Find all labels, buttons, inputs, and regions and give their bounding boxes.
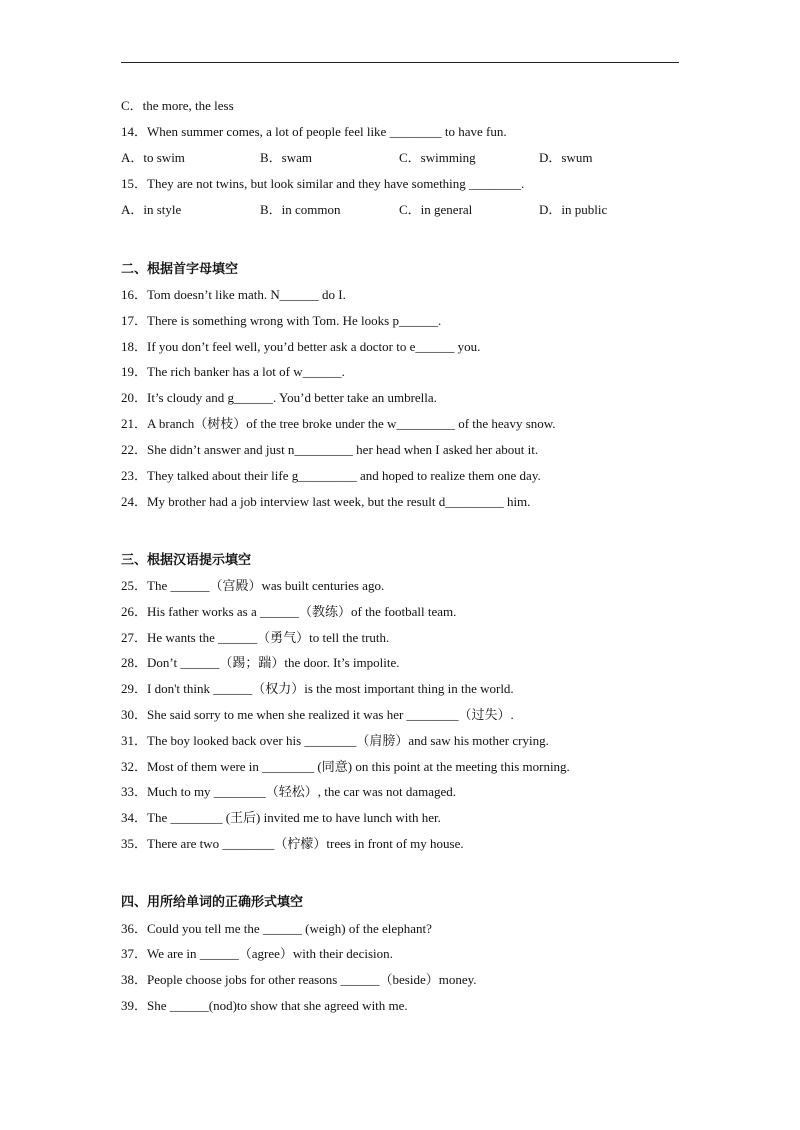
question-20: 20．It’s cloudy and g______. You’d better take an umbrella. (121, 390, 437, 405)
question-31: 31．The boy looked back over his ________（肩膀）and saw his mother crying. (121, 733, 549, 748)
question-22: 22．She didn’t answer and just n_________ her head when I asked her about it. (121, 442, 539, 457)
question-29: 29．I don't think ______（权力）is the most important thing in the world. (121, 681, 514, 696)
question-15-option-d: D．in public (539, 202, 608, 217)
question-25: 25．The ______（宫殿）was built centuries ago. (121, 578, 385, 593)
question-32: 32．Most of them were in ________ (同意) on this point at the meeting this morning. (121, 759, 570, 774)
question-15-option-a: A．in style (121, 202, 182, 217)
question-27: 27．He wants the ______（勇气）to tell the truth. (121, 630, 390, 645)
prev-option-c: C．the more, the less (121, 98, 234, 113)
question-33: 33．Much to my ________（轻松）, the car was not damaged. (121, 784, 457, 799)
question-38: 38．People choose jobs for other reasons ______（beside）money. (121, 972, 477, 987)
question-28: 28．Don’t ______（踢；踹）the door. It’s impolite. (121, 655, 400, 670)
question-24: 24．My brother had a job interview last week, but the result d_________ him. (121, 494, 531, 509)
question-14-option-b: B．swam (260, 150, 313, 165)
question-36: 36．Could you tell me the ______ (weigh) of the elephant? (121, 921, 432, 936)
question-39: 39．She ______(nod)to show that she agreed with me. (121, 998, 408, 1013)
question-21: 21．A branch（树枝）of the tree broke under the w_________ of the heavy snow. (121, 416, 556, 431)
question-35: 35．There are two ________（柠檬）trees in front of my house. (121, 836, 464, 851)
question-14-option-a: A．to swim (121, 150, 185, 165)
question-18: 18．If you don’t feel well, you’d better ask a doctor to e______ you. (121, 339, 481, 354)
question-15-option-b: B．in common (260, 202, 341, 217)
question-19: 19．The rich banker has a lot of w______. (121, 364, 345, 379)
question-16: 16．Tom doesn’t like math. N______ do I. (121, 287, 346, 302)
question-23: 23．They talked about their life g_________ and hoped to realize them one day. (121, 468, 541, 483)
section-4-heading: 四、用所给单词的正确形式填空 (121, 895, 304, 910)
question-14-stem: 14．When summer comes, a lot of people feel like ________ to have fun. (121, 124, 507, 139)
question-14-option-d: D．swum (539, 150, 593, 165)
question-30: 30．She said sorry to me when she realized it was her ________（过失）. (121, 707, 514, 722)
question-15-option-c: C．in general (399, 202, 473, 217)
question-37: 37．We are in ______（agree）with their decision. (121, 946, 393, 961)
question-26: 26．His father works as a ______（教练）of the football team. (121, 604, 457, 619)
question-17: 17．There is something wrong with Tom. He looks p______. (121, 313, 442, 328)
question-15-stem: 15．They are not twins, but look similar and they have something ________. (121, 176, 525, 191)
header-rule (121, 62, 679, 63)
section-2-heading: 二、根据首字母填空 (121, 262, 239, 277)
section-3-heading: 三、根据汉语提示填空 (121, 553, 252, 568)
question-34: 34．The ________ (王后) invited me to have lunch with her. (121, 810, 441, 825)
question-14-option-c: C．swimming (399, 150, 476, 165)
